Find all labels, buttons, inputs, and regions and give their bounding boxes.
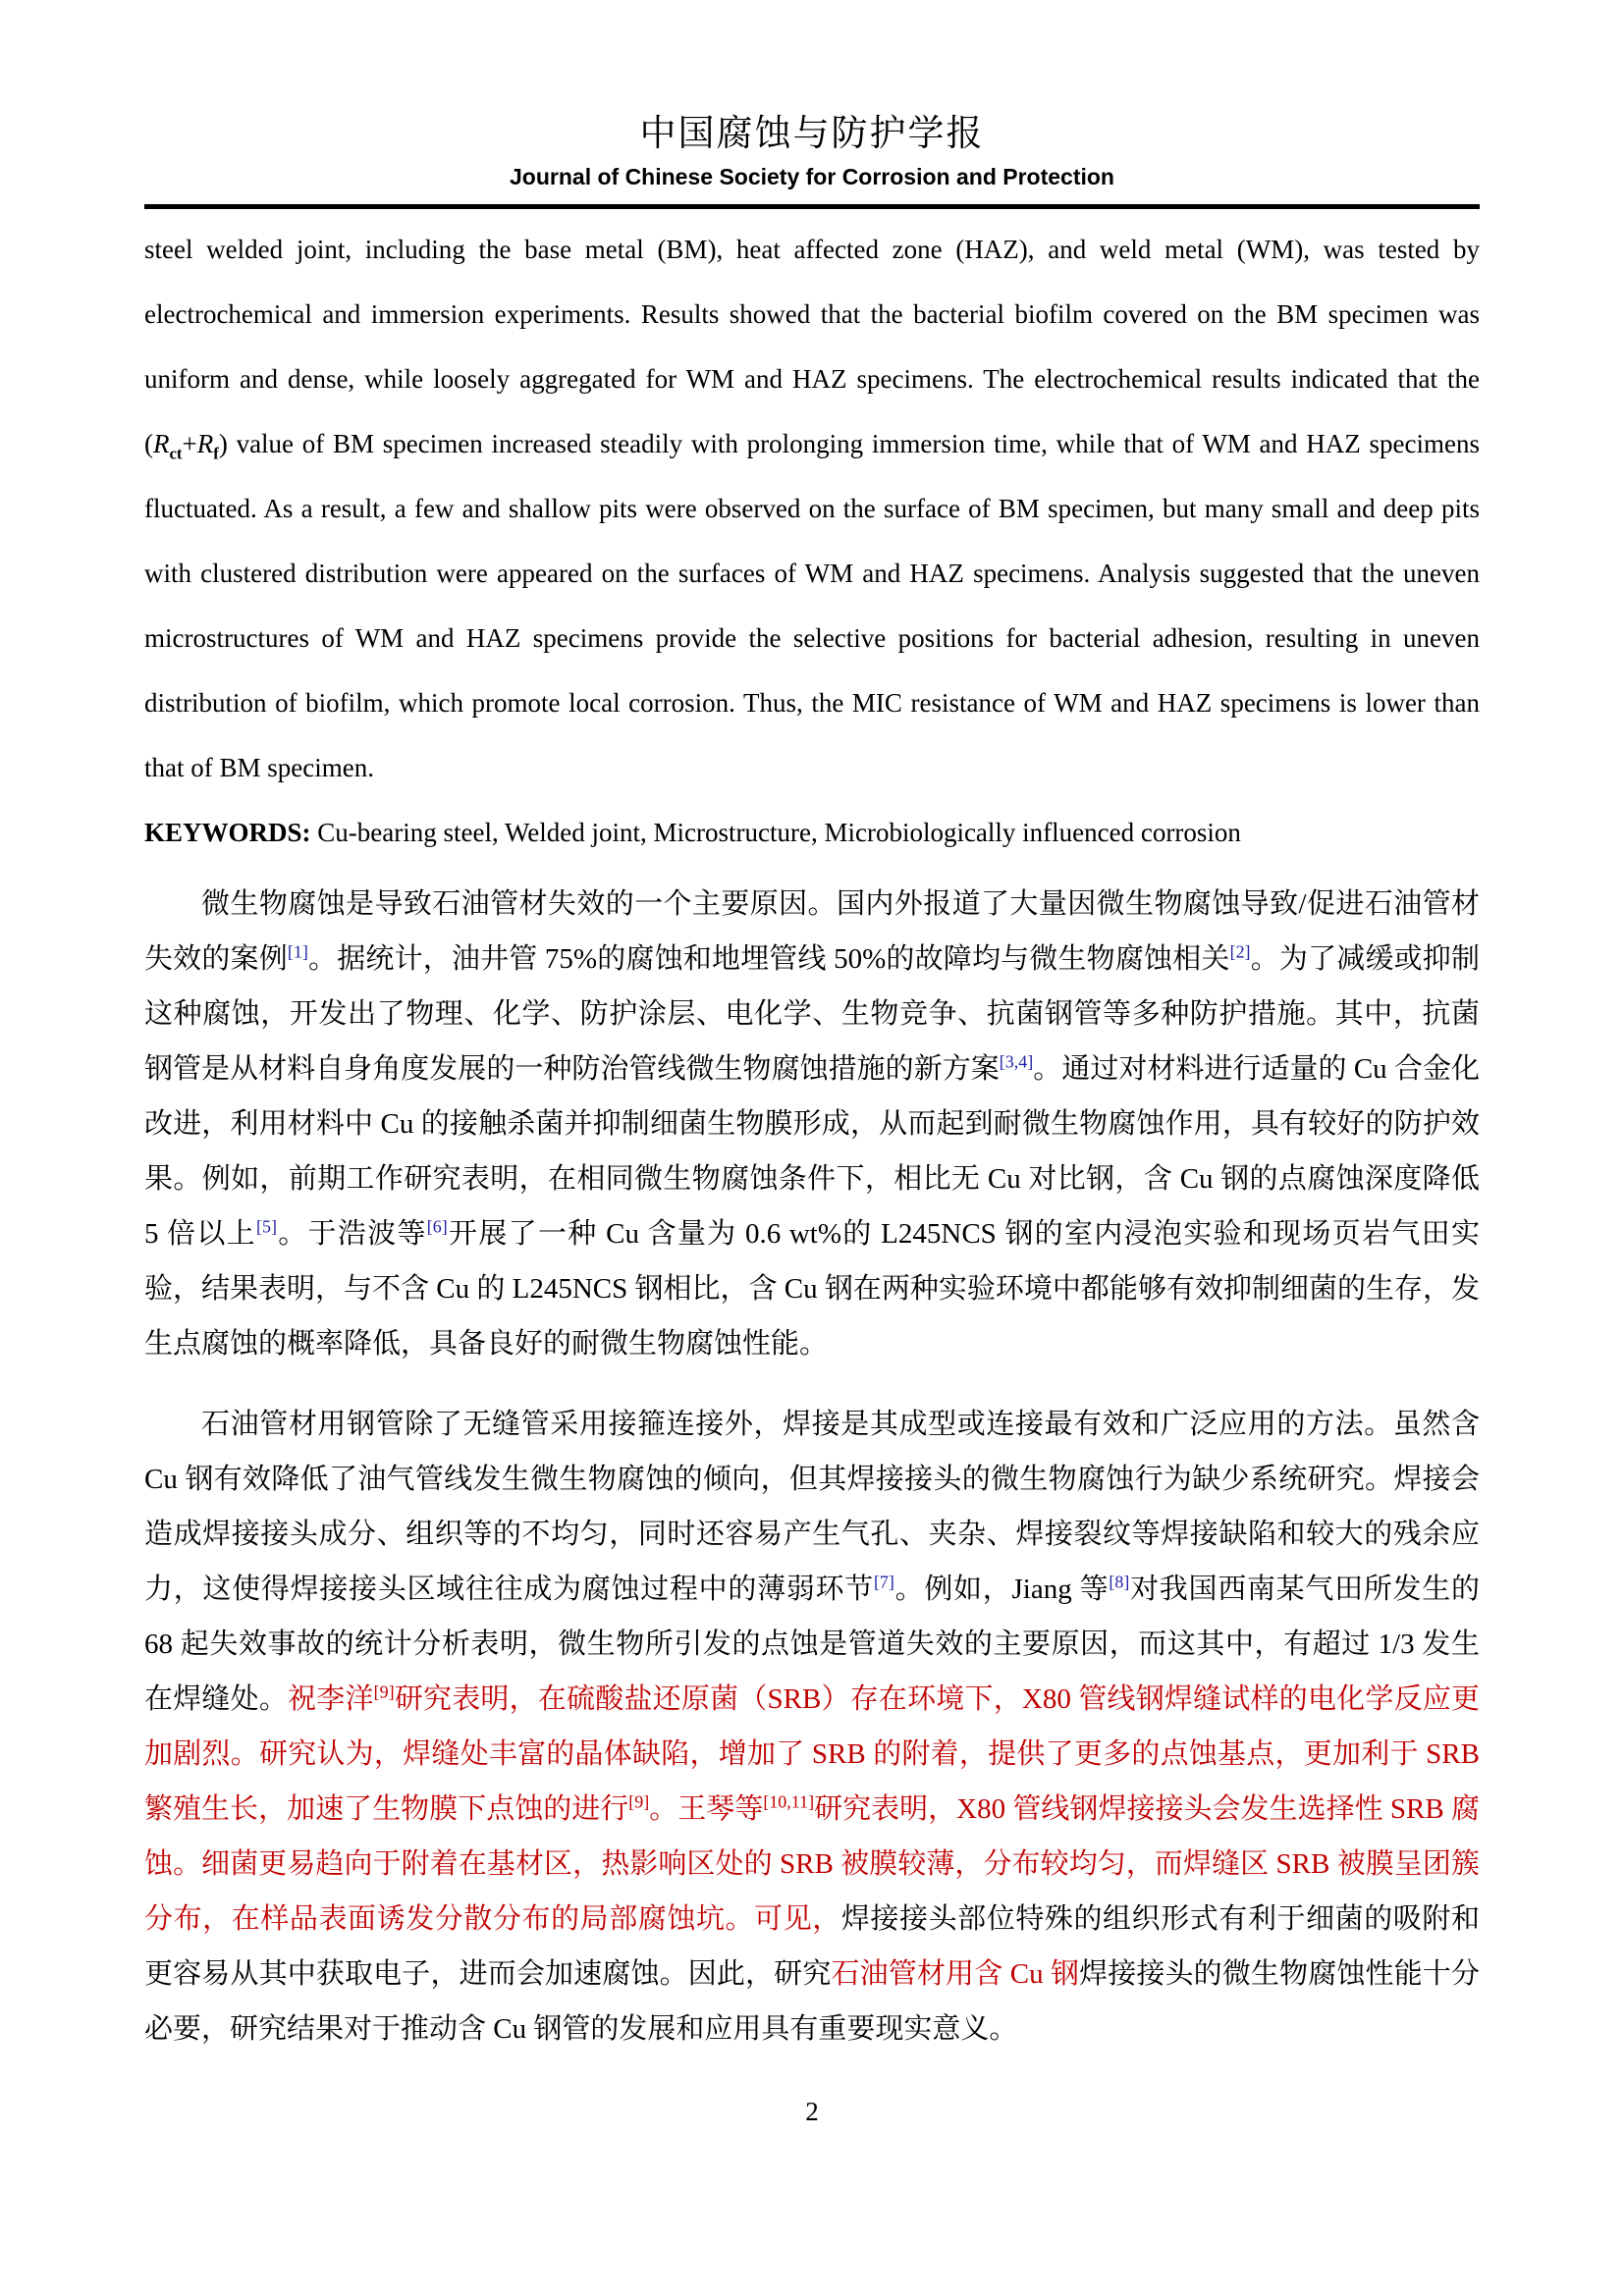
text-segment: 。通过对材料进行适量的 Cu 合金化改进，利用材料中 Cu 的接触杀菌并抑制细菌生物膜形成，从而起到耐微生物腐蚀作用，具有较好的防护效果。例如，前期工作研究表明，在相同微生物腐蚀条件下，相比无 Cu 对比钢，含 Cu 钢的点腐蚀深度降低 5 倍以上 [144, 1052, 1480, 1250]
page-content [144, 0, 1480, 2056]
citation-superscript: [8] [1109, 1572, 1130, 1592]
text-segment: + [182, 428, 197, 458]
text-segment: R [196, 428, 214, 458]
abstract-text [144, 217, 1480, 800]
body-paragraph-2 [144, 1397, 1480, 2056]
citation-superscript: [2] [1229, 941, 1251, 962]
text-segment: 。据统计，油井管 75%的腐蚀和地埋管线 50%的故障均与微生物腐蚀相关 [307, 942, 1230, 975]
text-segment: 开展了一种 Cu 含量为 0.6 wt%的 L245NCS 钢的室内浸泡实验和现场页岩气田实验，结果表明，与不含 Cu 的 L245NCS 钢相比，含 Cu 钢在两种实验环境中都能够有效抑制细菌的生存，发生点腐蚀的概率降低，具备良好的耐微生物腐蚀性能。 [144, 1217, 1480, 1360]
keywords-line [144, 800, 1480, 865]
text-segment: 对我国西南某气田所发生的 68 起失效事故的统计分析表明，微生物所引发的点蚀是管道失效的主要原因，而这其中，有超过 1/3 发生在焊缝处。 [144, 1573, 1480, 1715]
journal-header [144, 0, 1480, 209]
citation-superscript: [3,4] [999, 1051, 1034, 1072]
citation-superscript: [5] [255, 1216, 277, 1237]
text-segment: R [153, 428, 170, 458]
text-segment: 。例如，Jiang 等 [893, 1573, 1110, 1605]
text-segment: 。于浩波等 [276, 1217, 427, 1250]
text-segment: 微生物腐蚀是导致石油管材失效的一个主要原因。国内外报道了大量因微生物腐蚀导致/促进石油管材失效的案例 [144, 887, 1480, 975]
text-segment: 祝李洋 [288, 1682, 374, 1715]
citation-superscript: [9] [628, 1791, 650, 1812]
text-segment: f [213, 444, 219, 463]
text-segment: 焊接接头部位特殊的组织形式有利于细菌的吸附和更容易从其中获取电子，进而会加速腐蚀。因此，研究 [144, 1902, 1480, 1990]
text-segment: 石油管材用含 Cu 钢 [831, 1957, 1080, 1990]
body-paragraph-1 [144, 877, 1480, 1371]
citation-superscript: [7] [873, 1572, 894, 1592]
header-divider [144, 204, 1480, 209]
journal-title-english: Journal of Chinese Society for Corrosion and Protection [510, 163, 1114, 189]
text-segment: 。王琴等 [649, 1792, 764, 1825]
citation-superscript: [1] [287, 941, 308, 962]
page-number: 2 [805, 2097, 819, 2126]
text-segment: 焊接接头的微生物腐蚀性能十分必要，研究结果对于推动含 Cu 钢管的发展和应用具有重要现实意义。 [144, 1957, 1480, 2045]
text-segment: ct [169, 444, 183, 463]
text-segment: 。为了减缓或抑制这种腐蚀，开发出了物理、化学、防护涂层、电化学、生物竞争、抗菌钢管等多种防护措施。其中，抗菌钢管是从材料自身角度发展的一种防治管线微生物腐蚀措施的新方案 [144, 942, 1480, 1085]
text-segment: steel welded joint, including the base metal (BM), heat affected zone (HAZ), and weld metal (WM), was tested by electrochemical and immersion experiments. Results showed that the bacterial biofilm covered on the BM specimen was uniform and dense, while loosely aggregated for WM and HAZ specimens. The electrochemical results indicated that the ( [144, 234, 1480, 458]
text-segment: 研究表明，在硫酸盐还原菌（SRB）存在环境下，X80 管线钢焊缝试样的电化学反应更加剧烈。研究认为，焊缝处丰富的晶体缺陷，增加了 SRB 的附着，提供了更多的点蚀基点，更加利于 SRB 繁殖生长，加速了生物膜下点蚀的进行 [144, 1682, 1480, 1825]
citation-superscript: [9] [373, 1682, 395, 1702]
text-segment: 石油管材用钢管除了无缝管采用接箍连接外，焊接是其成型或连接最有效和广泛应用的方法。虽然含 Cu 钢有效降低了油气管线发生微生物腐蚀的倾向，但其焊接接头的微生物腐蚀行为缺少系统研究。焊接会造成焊接接头成分、组织等的不均匀，同时还容易产生气孔、夹杂、焊接裂纹等焊接缺陷和较大的残余应力，这使得焊接接头区域往往成为腐蚀过程中的薄弱环节 [144, 1408, 1480, 1605]
citation-superscript: [6] [426, 1216, 448, 1237]
journal-title-chinese: 中国腐蚀与防护学报 [639, 114, 985, 154]
citation-superscript: [10,11] [763, 1791, 815, 1812]
keywords-text: Cu-bearing steel, Welded joint, Microstructure, Microbiologically influenced corrosion [310, 817, 1241, 847]
text-segment: ) value of BM specimen increased steadily with prolonging immersion time, while that of WM and HAZ specimens fluctuated. As a result, a few and shallow pits were observed on the surface of BM specimen, but many small and deep pits with clustered distribution were appeared on the surfaces of WM and HAZ specimens. Analysis suggested that the uneven microstructures of WM and HAZ specimens provide the selective positions for bacterial adhesion, resulting in uneven distribution of biofilm, which promote local corrosion. Thus, the MIC resistance of WM and HAZ specimens is lower than that of BM specimen. [144, 428, 1480, 782]
text-segment: 研究表明，X80 管线钢焊接接头会发生选择性 SRB 腐蚀。细菌更易趋向于附着在基材区，热影响区处的 SRB 被膜较薄，分布较均匀，而焊缝区 SRB 被膜呈团簇分布，在样品表面诱发分散分布的局部腐蚀坑。可见， [144, 1792, 1480, 1935]
keywords-label: KEYWORDS: [144, 817, 311, 847]
